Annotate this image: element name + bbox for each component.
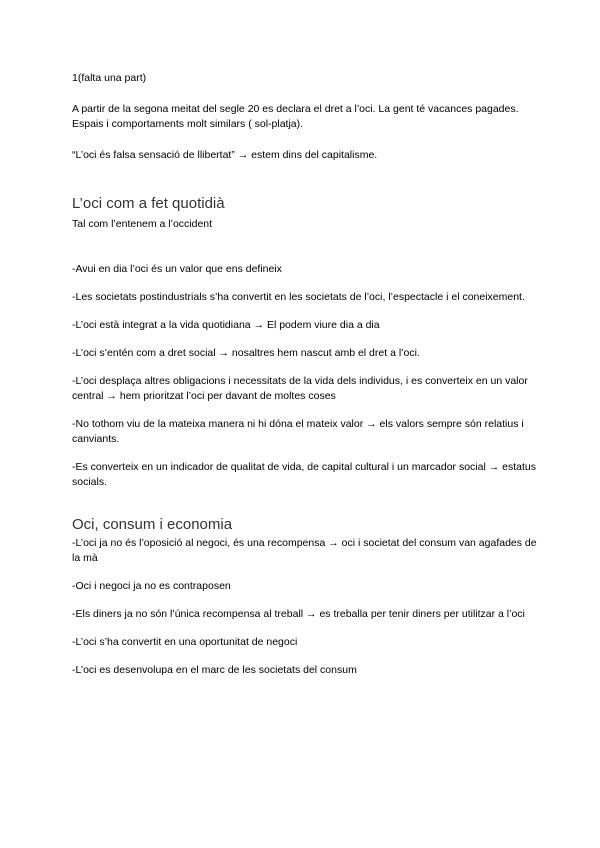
- list-item: -L’oci ja no és l’oposició al negoci, és una recompensa → oci i societat del consum van agafades de la mà: [72, 537, 537, 564]
- list-item: -Les societats postindustrials s’ha convertit en les societats de l’oci, l’espectacle i el coneixement.: [72, 291, 525, 303]
- section-heading-oci-quotidia: L’oci com a fet quotidià: [72, 195, 225, 212]
- list-item: -L’oci s’ha convertit en una oportunitat de negoci: [72, 636, 298, 648]
- intro-quote: “L’oci és falsa sensació de llibertat” → estem dins del capitalisme.: [72, 149, 378, 161]
- intro-note: 1(falta una part): [72, 72, 147, 84]
- list-item: -L’oci està integrat a la vida quotidiana → El podem viure dia a dia: [72, 319, 380, 331]
- section-subheading: Tal com l’entenem a l’occident: [72, 218, 213, 230]
- list-item: -Els diners ja no són l’única recompensa al treball → es treballa per tenir diners per utilitzar a l’oci: [72, 608, 525, 620]
- list-item: -L’oci es desenvolupa en el marc de les societats del consum: [72, 664, 357, 676]
- list-item: -Es converteix en un indicador de qualitat de vida, de capital cultural i un marcador social → estatus socials.: [72, 461, 536, 488]
- list-item: -L’oci desplaça altres obligacions i necessitats de la vida dels individus, i es converteix en un valor central → hem prioritzat l’oci per davant de moltes coses: [72, 375, 528, 402]
- list-item: -Oci i negoci ja no es contraposen: [72, 580, 231, 592]
- document-body: [72, 71, 542, 691]
- intro-paragraph-2: Espais i comportaments molt similars ( sol-platja).: [72, 118, 304, 130]
- list-item: -No tothom viu de la mateixa manera ni hi dóna el mateix valor → els valors sempre són relatius i canviants.: [72, 418, 524, 445]
- section-heading-oci-consum: Oci, consum i economia: [72, 516, 233, 533]
- intro-paragraph: A partir de la segona meitat del segle 20 es declara el dret a l’oci. La gent té vacances pagades.: [72, 103, 519, 115]
- list-item: -L’oci s’entén com a dret social → nosaltres hem nascut amb el dret a l’oci.: [72, 347, 420, 359]
- list-item: -Avui en dia l’oci és un valor que ens defineix: [72, 263, 282, 275]
